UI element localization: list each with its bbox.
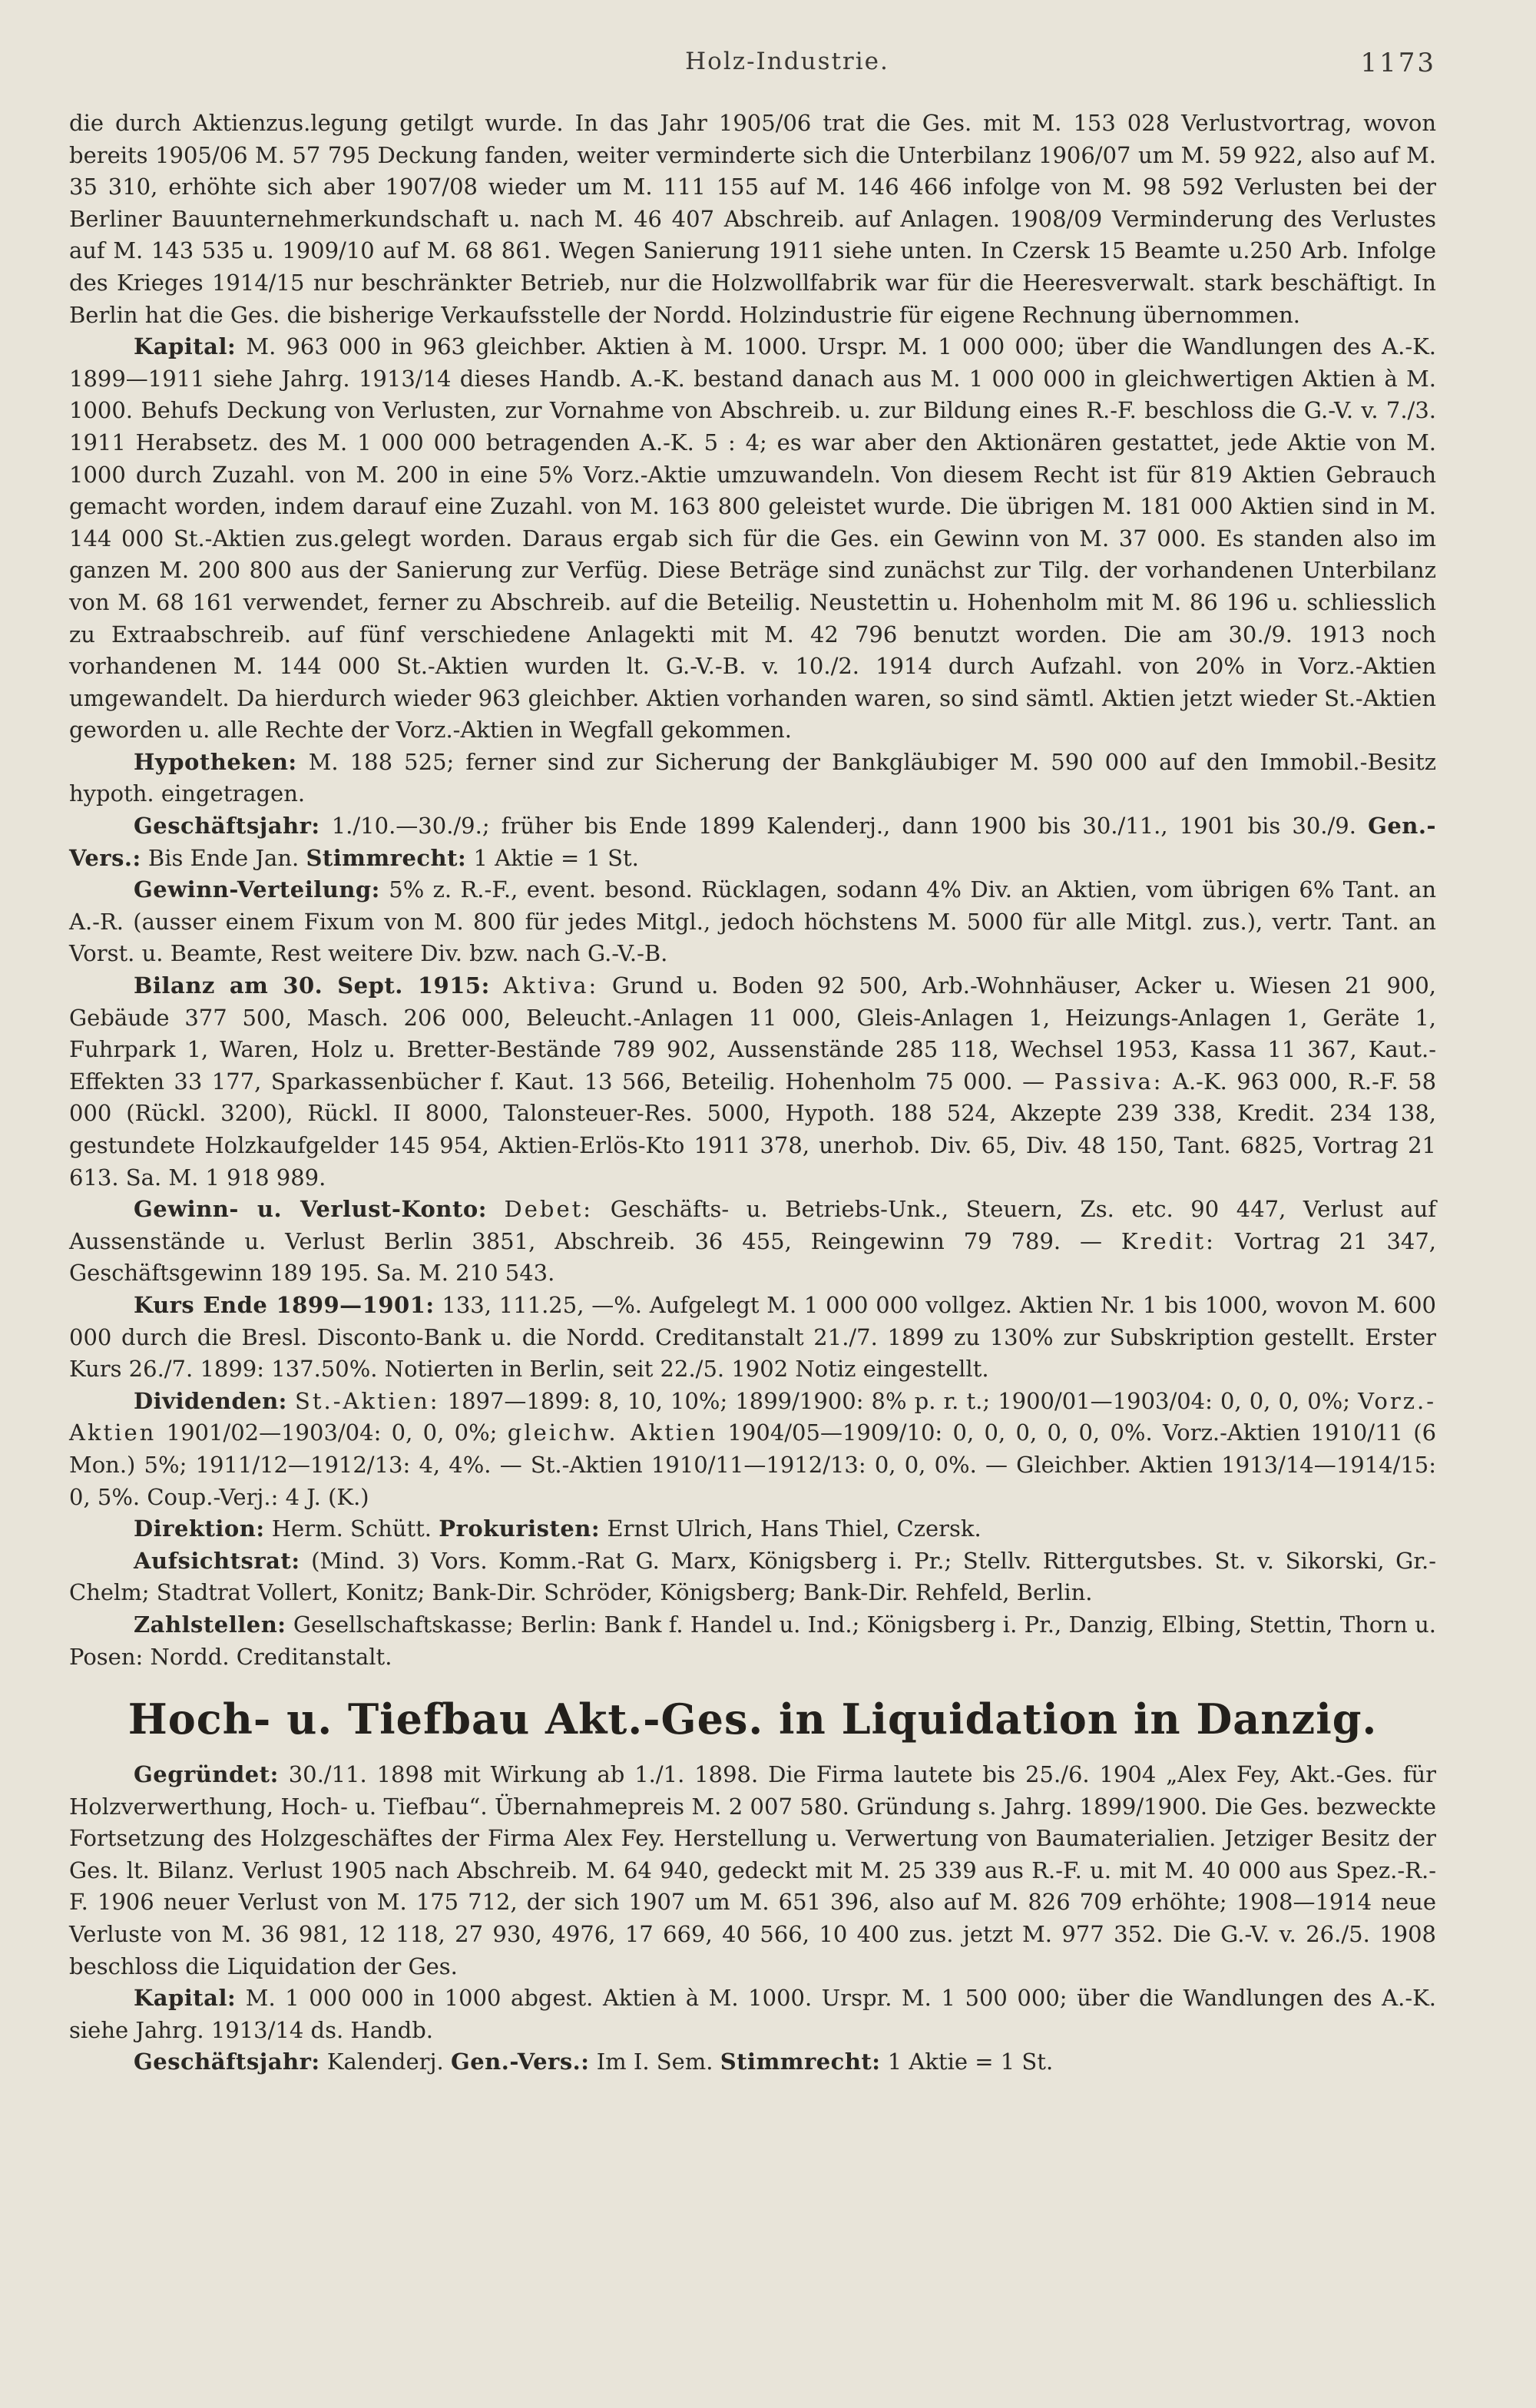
direktion-text: Herm. Schütt. [271,1515,432,1542]
geschaeftsjahr2-paragraph [69,2046,1436,2078]
bilanz-label: Bilanz am 30. Sept. 1915: [134,972,490,999]
history-paragraph [69,108,1436,331]
aufsichtsrat-label: Aufsichtsrat: [134,1547,300,1574]
kurs-text: 133, 111.25, —%. Aufgelegt M. 1 000 000 vollgez. Aktien Nr. 1 bis 1000, wovon M. 600 000 durch die Bresl. Disconto-Bank u. die Nordd. Creditanstalt 21./7. 1899 zu 130% zur Subskription gestellt. Erster Kurs 26./7. 1899: 137.50%. Notierten in Berlin, seit 22./5. 1902 Notiz eingestellt. [69,1291,1437,1383]
div-st-label: St.-Aktien: [294,1387,440,1414]
stimmrecht-label: Stimmrecht: [306,844,467,871]
page-header [138,48,1436,94]
kurs-label: Kurs Ende 1899—1901: [134,1291,435,1318]
div-vorz2-text: Vorz.-Aktien 1910/11 (6 Mon.) 5%; 1911/12—1912/13: 4, 4%. — St.-Aktien 1910/11—1912/13: 0, 0, 0%. — Gleichber. Aktien 1913/14—1914/15: 0, 5%. Coup.-Verj.: 4 J. (K.) [69,1419,1437,1510]
geschaeftsjahr-paragraph [69,810,1436,874]
gen-vers-text: Bis Ende Jan. [147,844,300,871]
aktiva-label: Aktiva: [503,972,599,999]
stimmrecht2-label: Stimmrecht: [720,2049,881,2075]
zahlstellen-paragraph [69,1609,1436,1673]
bilanz-paragraph [69,970,1436,1194]
kapital2-label: Kapital: [134,1985,237,2012]
geschaeftsjahr-text: 1./10.—30./9.; früher bis Ende 1899 Kalenderj., dann 1900 bis 30./11., 1901 bis 30./9. [331,813,1356,840]
div-gleich-text: 1904/05—1909/10: 0, 0, 0, 0, 0, 0%. [727,1419,1153,1446]
geschaeftsjahr2-label: Geschäftsjahr: [134,2049,320,2075]
zahlstellen-text: Gesellschaftskasse; Berlin: Bank f. Handel u. Ind.; Königsberg i. Pr., Danzig, Elbing, Stettin, Thorn u. Posen: Nordd. Creditanstalt. [69,1611,1437,1670]
geschaeftsjahr2-text: Kalenderj. [326,2049,444,2075]
gegruendet-text: 30./11. 1898 mit Wirkung ab 1./1. 1898. Die Firma lautete bis 25./6. 1904 „Alex Fey, Akt.-Ges. für Holzverwerthung, Hoch- u. Tiefbau“. Übernahmepreis M. 2 007 580. Gründung s. Jahrg. 1899/1900. Die Ges. bezweckte Fortsetzung des Holzgeschäftes der Firma Alex Fey. Herstellung u. Verwertung von Baumaterialien. Jetziger Besitz der Ges. lt. Bilanz. Verlust 1905 nach Abschreib. M. 64 940, gedeckt mit M. 25 339 aus R.-F. u. mit M. 40 000 aus Spez.-R.-F. 1906 neuer Verlust von M. 175 712, der sich 1907 um M. 651 396, also auf M. 826 709 erhöhte; 1908—1914 neue Verluste von M. 36 981, 12 118, 27 930, 4976, 17 669, 40 566, 10 400 zus. jetzt M. 977 352. Die G.-V. v. 26./5. 1908 beschloss die Liquidation der Ges. [69,1761,1436,1979]
page-body [69,108,1436,2078]
div-st-text: 1897—1899: 8, 10, 10%; 1899/1900: 8% p. r. t.; 1900/01—1903/04: 0, 0, 0, 0%; [447,1387,1351,1414]
gen-vers2-label: Gen.-Vers.: [450,2049,590,2075]
gen-vers2-text: Im I. Sem. [596,2049,713,2075]
direktion-paragraph [69,1513,1436,1545]
kredit-label: Kredit: [1121,1227,1216,1254]
div-vorz-text: 1901/02—1903/04: 0, 0, 0%; [166,1419,498,1446]
stimmrecht-text: 1 Aktie = 1 St. [473,844,639,871]
gewinn-verteilung-paragraph [69,874,1436,970]
hypotheken-paragraph [69,747,1436,810]
guv-label: Gewinn- u. Verlust-Konto: [134,1196,487,1223]
passiva-label: Passiva: [1054,1068,1164,1095]
dividenden-paragraph [69,1386,1436,1513]
kapital-paragraph [69,331,1436,747]
running-title: Holz-Industrie. [685,48,889,75]
history-text: die durch Aktienzus.legung getilgt wurde. In das Jahr 1905/06 trat die Ges. mit M. 153 028 Verlustvortrag, wovon bereits 1905/06 M. 57 795 Deckung fanden, weiter verminderte sich die Unterbilanz 1906/07 um M. 59 922, also auf M. 35 310, erhöhte sich aber 1907/08 wieder um M. 111 155 auf M. 146 466 infolge von M. 98 592 Verlusten bei der Berliner Bauunternehmerkundschaft u. nach M. 46 407 Abschreib. auf Anlagen. 1908/09 Verminderung des Verlustes auf M. 143 535 u. 1909/10 auf M. 68 861. Wegen Sanierung 1911 siehe unten. In Czersk 15 Beamte u.250 Arb. Infolge des Krieges 1914/15 nur beschränkter Betrieb, nur die Holzwollfabrik war für die Heeresverwalt. stark beschäftigt. In Berlin hat die Ges. die bisherige Verkaufsstelle der Nordd. Holzindustrie für eigene Rechnung übernommen. [69,110,1436,328]
hypotheken-text: M. 188 525; ferner sind zur Sicherung der Bankgläubiger M. 590 000 auf den Immobil.-Besitz hypoth. eingetragen. [69,748,1437,807]
hypotheken-label: Hypotheken: [134,748,297,775]
debet-text: Geschäfts- u. Betriebs-Unk., Steuern, Zs. etc. 90 447, Verlust auf Aussenstände u. Verlust Berlin 3851, Abschreib. 36 455, Reingewinn 79 789. — [69,1196,1437,1254]
direktion-label: Direktion: [134,1515,265,1542]
guv-paragraph [69,1194,1436,1290]
prokuristen-label: Prokuristen: [439,1515,601,1542]
kapital-text: M. 963 000 in 963 gleichber. Aktien à M. 1000. Urspr. M. 1 000 000; über die Wandlungen des A.-K. 1899—1911 siehe Jahrg. 1913/14 dieses Handb. A.-K. bestand danach aus M. 1 000 000 in gleichwertigen Aktien à M. 1000. Behufs Deckung von Verlusten, zur Vornahme von Abschreib. u. zur Bildung eines R.-F. beschloss die G.-V. v. 7./3. 1911 Herabsetz. des M. 1 000 000 betragenden A.-K. 5 : 4; es war aber den Aktionären gestattet, jede Aktie von M. 1000 durch Zuzahl. von M. 200 in eine 5% Vorz.-Aktie umzuwandeln. Von diesem Recht ist für 819 Aktien Gebrauch gemacht worden, indem darauf eine Zuzahl. von M. 163 800 geleistet wurde. Die übrigen M. 181 000 Aktien sind in M. 144 000 St.-Aktien zus.gelegt worden. Daraus ergab sich für die Ges. ein Gewinn von M. 37 000. Es standen also im ganzen M. 200 800 aus der Sanierung zur Verfüg. Diese Beträge sind zunächst zur Tilg. der vorhandenen Unterbilanz von M. 68 161 verwendet, ferner zu Abschreib. auf die Beteilig. Neustettin u. Hohenholm mit M. 86 196 u. schliesslich zu Extraabschreib. auf fünf verschiedene Anlagekti mit M. 42 796 benutzt worden. Die am 30./9. 1913 noch vorhandenen M. 144 000 St.-Aktien wurden lt. G.-V.-B. v. 10./2. 1914 durch Aufzahl. von 20% in Vorz.-Aktien umgewandelt. Da hierdurch wieder 963 gleichber. Aktien vorhanden waren, so sind sämtl. Aktien jetzt wieder St.-Aktien geworden u. alle Rechte der Vorz.-Aktien in Wegfall gekommen. [69,333,1436,744]
company-heading: Hoch- u. Tiefbau Akt.-Ges. in Liquidation in Danzig. [127,1694,1378,1744]
div-gleich-label: gleichw. Aktien [507,1419,718,1446]
dividenden-label: Dividenden: [134,1387,287,1414]
kapital2-text: M. 1 000 000 in 1000 abgest. Aktien à M. 1000. Urspr. M. 1 500 000; über die Wandlungen des A.-K. siehe Jahrg. 1913/14 ds. Handb. [69,1985,1437,2043]
prokuristen-text: Ernst Ulrich, Hans Thiel, Czersk. [607,1515,982,1542]
kredit-text: Vortrag 21 347, Geschäftsgewinn 189 195. Sa. M. 210 543. [69,1227,1437,1287]
aufsichtsrat-paragraph [69,1545,1436,1609]
gewinn-verteilung-text: 5% z. R.-F., event. besond. Rücklagen, sodann 4% Div. an Aktien, vom übrigen 6% Tant. an A.-R. (ausser einem Fixum von M. 800 für jedes Mitgl., jedoch höchstens M. 5000 für alle Mitgl. zus.), vertr. Tant. an Vorst. u. Beamte, Rest weitere Div. bzw. nach G.-V.-B. [69,876,1436,967]
gegruendet-label: Gegründet: [134,1761,279,1788]
geschaeftsjahr-label: Geschäftsjahr: [134,813,320,840]
gegruendet-paragraph [69,1759,1436,1982]
aktiva-text: Grund u. Boden 92 500, Arb.-Wohnhäuser, Acker u. Wiesen 21 900, Gebäude 377 500, Masch. 206 000, Beleucht.-Anlagen 11 000, Gleis-Anlagen 1, Heizungs-Anlagen 1, Geräte 1, Fuhrpark 1, Waren, Holz u. Bretter-Bestände 789 902, Aussenstände 285 118, Wechsel 1953, Kassa 11 367, Kaut.-Effekten 33 177, Sparkassenbücher f. Kaut. 13 566, Beteilig. Hohenholm 75 000. — [69,972,1437,1095]
kapital-label: Kapital: [134,333,237,360]
kapital2-paragraph [69,1982,1436,2046]
zahlstellen-label: Zahlstellen: [134,1611,286,1638]
gewinn-verteilung-label: Gewinn-Verteilung: [134,876,380,903]
passiva-text: A.-K. 963 000, R.-F. 58 000 (Rückl. 3200), Rückl. II 8000, Talonsteuer-Res. 5000, Hypoth. 188 524, Akzepte 239 338, Kredit. 234 138, gestundete Holzkaufgelder 145 954, Aktien-Erlös-Kto 1911 378, unerhob. Div. 65, Div. 48 150, Tant. 6825, Vortrag 21 613. Sa. M. 1 918 989. [69,1068,1437,1191]
div-vorz-label: Vorz.-Aktien [69,1387,1436,1446]
debet-label: Debet: [504,1196,594,1223]
gen-vers-label: Gen.-Vers.: [69,813,1437,871]
stimmrecht2-text: 1 Aktie = 1 St. [887,2049,1054,2075]
aufsichtsrat-text: (Mind. 3) Vors. Komm.-Rat G. Marx, Königsberg i. Pr.; Stellv. Rittergutsbes. St. v. Sikorski, Gr.-Chelm; Stadtrat Vollert, Konitz; Bank-Dir. Schröder, Königsberg; Bank-Dir. Rehfeld, Berlin. [69,1547,1437,1606]
page-number: 1173 [1360,48,1436,78]
kurs-paragraph [69,1290,1436,1386]
